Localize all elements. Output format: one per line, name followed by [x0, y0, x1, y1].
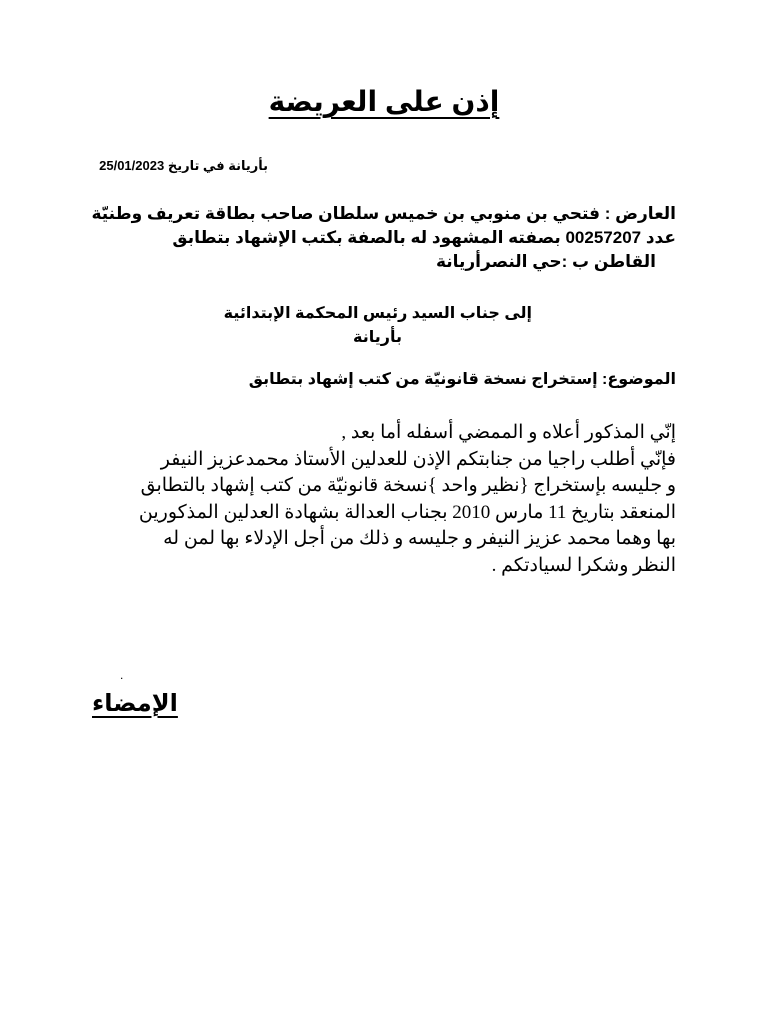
- body-line: النظر وشكرا لسيادتكم .: [491, 554, 676, 576]
- addressee-line-1: إلى جناب السيد رئيس المحكمة الإبتدائية: [223, 305, 532, 322]
- place-date-label: بأريانة في تاريخ: [167, 158, 268, 173]
- document-title: إذن على العريضة: [268, 86, 500, 117]
- subject-line: الموضوع: إستخراج نسخة قانونيّة من كتب إشهاد بتطابق: [248, 371, 676, 388]
- addressee-line-2: بأريانة: [353, 329, 402, 346]
- place-date-line: [99, 157, 268, 175]
- signature-label: الإمضاء: [92, 690, 178, 717]
- applicant-address-line: القاطن ب :حي النصرأريانة: [435, 252, 656, 271]
- body-line: فإنّي أطلب راجيا من جنابتكم الإذن للعدلين الأستاذ محمدعزيز النيفر: [160, 448, 676, 470]
- applicant-line-1: العارض : فتحي بن منوبي بن خميس سلطان صاحب بطاقة تعريف وطنيّة: [91, 204, 676, 223]
- applicant-line-2: عدد 00257207 بصفته المشهود له بالصفة بكتب الإشهاد بتطابق: [172, 228, 676, 247]
- body-line: بها وهما محمد عزيز النيفر و جليسه و ذلك من أجل الإدلاء بها لمن له: [163, 528, 676, 549]
- applicant-block: [76, 202, 676, 274]
- document-date: 25/01/2023: [99, 158, 165, 173]
- body-line: و جليسه بإستخراج {نظير واحد }نسخة قانونيّة من كتب إشهاد بالتطابق: [140, 475, 676, 496]
- body-line: إنّي المذكور أعلاه و الممضي أسفله أما بعد ,: [341, 422, 676, 443]
- stray-dot-mark: .: [120, 668, 124, 682]
- body-line: المنعقد بتاريخ 11 مارس 2010 بجناب العدالة بشهادة العدلين المذكورين: [138, 501, 676, 523]
- request-body: [86, 420, 676, 579]
